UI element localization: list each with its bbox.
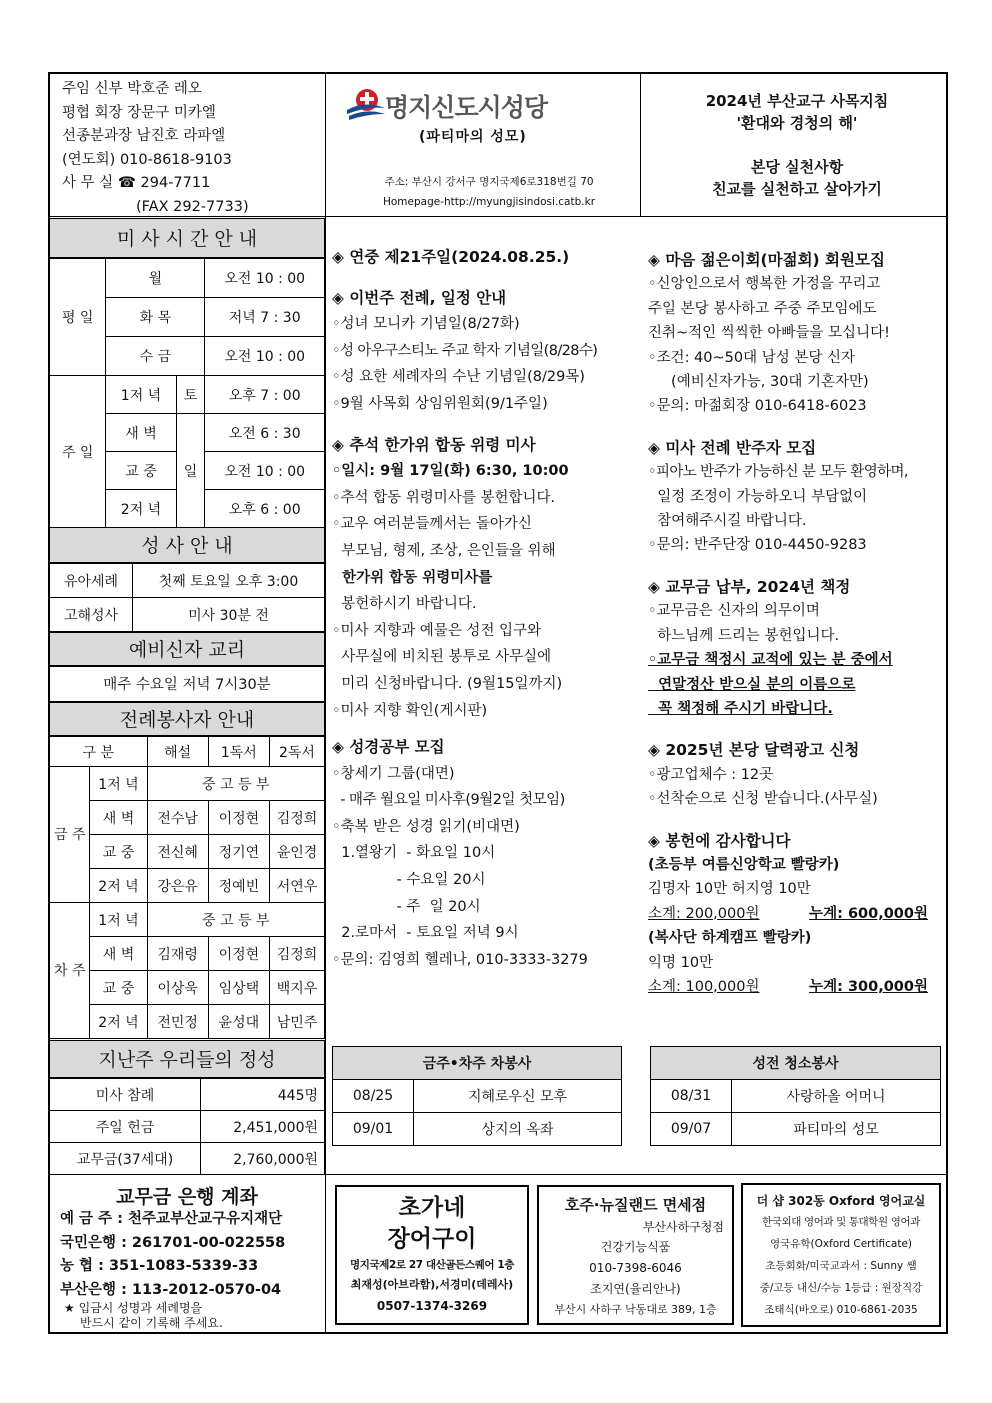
- offering-label: 주일 헌금: [50, 1111, 201, 1143]
- subtotal: 소계: 100,000원: [648, 978, 760, 995]
- memorial-item: ◦일시: 9월 17일(화) 6:30, 10:00: [332, 463, 569, 480]
- bank-title: 교무금 은행 계좌: [116, 1186, 258, 1208]
- ad-phone: 조태식(바오로) 010-6861-2035: [764, 1304, 918, 1316]
- notice-item: 참여해주시길 바랍니다.: [648, 513, 807, 530]
- spacer: [648, 558, 943, 575]
- sacraments-title: 성 사 안 내: [49, 527, 325, 563]
- memorial-item: ◦추석 합동 위령미사를 봉헌합니다.: [332, 489, 556, 506]
- memorial-item: 봉헌하시기 바랍니다.: [332, 596, 477, 613]
- yeondo-line: (연도회) 010-8618-9103: [62, 151, 232, 168]
- donation-subtitle: (초등부 여름신앙학교 빨랑카): [648, 856, 840, 873]
- sacrament-label: 고해성사: [50, 598, 133, 632]
- memorial-item: 사무실에 비치된 봉투로 사무실에: [332, 649, 552, 666]
- church-subtitle: (파티마의 성모): [419, 129, 527, 145]
- memorial-item: 한가위 합동 위령미사를: [332, 569, 493, 586]
- bank-line: 예 금 주 : 천주교부산교구유지재단: [60, 1211, 283, 1227]
- bible-item: - 매주 월요일 미사후(9월2일 첫모임): [332, 792, 565, 809]
- server-name: 전민정: [147, 1005, 208, 1039]
- bank-note-line: 반드시 같이 기록해 주세요.: [80, 1316, 223, 1330]
- bank-line: 부산은행 : 113-2012-0570-04: [60, 1281, 282, 1298]
- spacer: [332, 724, 642, 734]
- schedule-item: ◦성 아우구스티노 주교 학자 기념일(8/28수): [332, 342, 598, 359]
- car-service-table: [332, 1046, 622, 1146]
- server-name: 이정현: [208, 801, 269, 835]
- server-name: 임상택: [208, 971, 269, 1005]
- right-column: [648, 248, 943, 999]
- bible-item: ◦축복 받은 성경 읽기(비대면): [332, 818, 520, 835]
- church-logo-icon: [345, 84, 387, 124]
- servers-col-header: 구 분: [50, 737, 148, 767]
- homepage-link[interactable]: Homepage-http://myungjisindosi.catb.kr: [382, 196, 596, 208]
- server-name: 전신혜: [147, 835, 208, 869]
- server-name: 윤인경: [269, 835, 324, 869]
- mass-day: 수 금: [106, 337, 205, 376]
- server-mass: 새 벽: [90, 937, 147, 971]
- spacer: [332, 271, 642, 285]
- church-address: [346, 172, 632, 212]
- section-heading: ◈ 미사 전례 반주자 모집: [648, 438, 817, 457]
- bank-accounts: [60, 1208, 285, 1302]
- motto-line: '환대와 경청의 해': [736, 114, 858, 132]
- subtotal: 소계: 200,000원: [648, 905, 760, 922]
- ad-title: 초가네: [398, 1195, 466, 1221]
- notice-item: ◦조건: 40~50대 남성 본당 신자: [648, 349, 855, 366]
- notice-item: 진취~적인 씩씩한 아빠들을 모십니다!: [648, 325, 890, 342]
- ad-line: 건강기능식품: [600, 1240, 671, 1254]
- church-name: 명지신도시성당: [385, 93, 548, 122]
- spacer: [332, 418, 642, 432]
- offering-value: 445명: [201, 1079, 325, 1111]
- spacer: [648, 419, 943, 436]
- section-heading: ◈ 봉헌에 감사합니다: [648, 831, 791, 850]
- weekday-label: 평 일: [50, 259, 106, 376]
- sun-label: 일: [176, 414, 205, 528]
- server-name: 이상욱: [147, 971, 208, 1005]
- notice-item: 하느님께 드리는 봉헌입니다.: [648, 627, 840, 644]
- ad-title: 호주·뉴질랜드 면세점: [564, 1196, 707, 1214]
- mass-times-title: 미 사 시 간 안 내: [49, 218, 325, 258]
- ad-phone: 010-7398-6046: [589, 1261, 682, 1275]
- notice-item: ◦문의: 반주단장 010-4450-9283: [648, 537, 867, 554]
- ad-line: 영국유학(Oxford Certificate): [769, 1238, 913, 1250]
- council-line: 평협 회장 장문구 미카엘: [62, 104, 216, 121]
- section-heading: ◈ 2025년 본당 달력광고 신청: [648, 741, 860, 760]
- header-divider-left: [325, 72, 326, 217]
- memorial-item: ◦교우 여러분들께서는 돌아가신: [332, 516, 532, 533]
- pastoral-motto: [652, 90, 942, 200]
- servers-table: [49, 736, 325, 1039]
- pastor-line: 주임 신부 박호준 레오: [62, 81, 202, 97]
- notice-item: 꼭 책정해 주시기 바랍니다.: [648, 700, 833, 717]
- memorial-item: 부모님, 형제, 조상, 은인들을 위해: [332, 542, 556, 559]
- bank-line: 국민은행 : 261701-00-022558: [60, 1234, 286, 1251]
- donation-totals: [648, 902, 928, 926]
- catechumen-title: 예비신자 교리: [49, 632, 325, 666]
- section-heading: ◈ 성경공부 모집: [332, 738, 445, 757]
- bank-note: [64, 1301, 223, 1331]
- server-name: 윤성대: [208, 1005, 269, 1039]
- sacrament-value: 첫째 토요일 오후 3:00: [133, 564, 325, 598]
- offering-value: 2,451,000원: [201, 1111, 325, 1143]
- memorial-item: 미리 신청바랍니다. (9월15일까지): [332, 675, 563, 692]
- motto-line: 본당 실천사항: [750, 158, 844, 176]
- funeral-line: 선종분과장 남진호 라파엘: [62, 128, 226, 144]
- server-name: 김정희: [269, 801, 324, 835]
- sacraments-table: [49, 563, 325, 632]
- bible-item: - 수요일 20시: [332, 872, 486, 889]
- service-group: 상지의 옥좌: [414, 1113, 622, 1146]
- notice-item: ◦선착순으로 신청 받습니다.(사무실): [648, 791, 878, 808]
- mass-time: 오전 10 : 00: [205, 337, 325, 376]
- header-divider-right: [640, 72, 641, 217]
- mass-time: 오후 6 : 00: [205, 490, 325, 528]
- server-name: 김재령: [147, 937, 208, 971]
- schedule-item: ◦9월 사목회 상임위원회(9/1주일): [332, 395, 548, 412]
- mass-time: 오후 7 : 00: [205, 376, 325, 414]
- server-mass: 2저 녁: [90, 1005, 147, 1039]
- service-group: 지혜로우신 모후: [414, 1080, 622, 1113]
- notice-item: ◦교무금 책정시 교적에 있는 분 중에서: [648, 652, 893, 669]
- bible-item: ◦문의: 김영희 헬레나, 010-3333-3279: [332, 951, 588, 968]
- server-name: 이정현: [208, 937, 269, 971]
- youth-label: 중 고 등 부: [147, 903, 324, 937]
- ad-english-class: [741, 1183, 941, 1327]
- server-name: 김정희: [269, 937, 324, 971]
- mass-name: 2저 녁: [106, 490, 176, 528]
- server-name: 강은유: [147, 869, 208, 903]
- offering-value: 2,760,000원: [201, 1143, 325, 1175]
- server-mass: 교 중: [90, 971, 147, 1005]
- mass-day: 월: [106, 259, 205, 298]
- servers-col-header: 해설: [147, 737, 208, 767]
- bottom-divider: [325, 1174, 948, 1175]
- ad-line: 명지국제2로 27 대산골든스퀘어 1층: [349, 1259, 515, 1271]
- bank-line: 농 협 : 351-1083-5339-33: [60, 1258, 259, 1274]
- server-mass: 1저 녁: [90, 767, 147, 801]
- total: 누계: 300,000원: [809, 978, 928, 995]
- section-heading: ◈ 연중 제21주일(2024.08.25.): [332, 248, 570, 266]
- bible-item: 2.로마서 - 토요일 저녁 9시: [332, 925, 519, 942]
- mass-name: 새 벽: [106, 414, 176, 452]
- server-mass: 2저 녁: [90, 869, 147, 903]
- mid-column: [332, 244, 642, 973]
- offering-label: 미사 참례: [50, 1079, 201, 1111]
- motto-line: 친교를 실천하고 살아가기: [712, 180, 882, 198]
- mass-time: 저녁 7 : 30: [205, 298, 325, 337]
- total: 누계: 600,000원: [809, 905, 928, 922]
- motto-line: 2024년 부산교구 사목지침: [705, 92, 889, 110]
- service-group: 파티마의 성모: [732, 1113, 941, 1146]
- ad-line: 최재성(아브라함),서경미(데레사): [350, 1278, 514, 1291]
- mass-time: 오전 6 : 30: [205, 414, 325, 452]
- ad-line: 조지연(율리안나): [590, 1282, 681, 1296]
- server-name: 전수남: [147, 801, 208, 835]
- ad-line: 초등회화/미국교과서 : Sunny 쌤: [765, 1260, 917, 1272]
- this-week-label: 금 주: [50, 767, 90, 903]
- server-name: 백지우: [269, 971, 324, 1005]
- contact-info: [62, 78, 249, 219]
- service-date: 08/31: [651, 1080, 732, 1113]
- office-line: 사 무 실 ☎ 294-7711: [62, 175, 211, 191]
- offering-label: 교무금(37세대): [50, 1143, 201, 1175]
- offering-title: 지난주 우리들의 정성: [49, 1040, 325, 1078]
- spacer: [648, 721, 943, 738]
- motto-spacer: [652, 134, 942, 156]
- cleaning-title: 성전 청소봉사: [651, 1047, 941, 1080]
- youth-label: 중 고 등 부: [147, 767, 324, 801]
- service-date: 09/01: [333, 1113, 414, 1146]
- notice-item: (예비신자가능, 30대 기혼자만): [648, 374, 869, 391]
- donation-line: 김명자 10만 허지영 10만: [648, 881, 811, 898]
- left-column-divider: [325, 216, 326, 1334]
- bible-item: 1.열왕기 - 화요일 10시: [332, 845, 496, 862]
- saturday-label: 토: [176, 376, 205, 414]
- memorial-item: ◦미사 지향과 예물은 성전 입구와: [332, 622, 542, 639]
- ad-title: 더 샵 302동 Oxford 영어교실: [756, 1194, 926, 1208]
- servers-col-header: 1독서: [208, 737, 269, 767]
- cleaning-table: [650, 1046, 941, 1146]
- server-name: 서연우: [269, 869, 324, 903]
- service-date: 09/07: [651, 1113, 732, 1146]
- fax-line: (FAX 292-7733): [136, 198, 249, 215]
- notice-item: ◦피아노 반주가 가능하신 분 모두 환영하며,: [648, 464, 908, 481]
- next-week-label: 차 주: [50, 903, 90, 1039]
- bible-item: - 주 일 20시: [332, 898, 481, 915]
- bible-item: ◦창세기 그룹(대면): [332, 765, 455, 782]
- car-service-title: 금주•차주 차봉사: [333, 1047, 622, 1080]
- mass-time: 오전 10 : 00: [205, 452, 325, 490]
- ad-line: 부산사하구청점: [642, 1220, 724, 1234]
- server-mass: 1저 녁: [90, 903, 147, 937]
- notice-item: ◦교무금은 신자의 의무이며: [648, 603, 820, 620]
- notice-item: 연말정산 받으실 분의 이름으로: [648, 676, 856, 693]
- mass-day: 화 목: [106, 298, 205, 337]
- servers-title: 전례봉사자 안내: [49, 702, 325, 736]
- server-name: 남민주: [269, 1005, 324, 1039]
- mass-time: 오전 10 : 00: [205, 259, 325, 298]
- service-group: 사랑하올 어머니: [732, 1080, 941, 1113]
- bank-note-line: ★ 입금시 성명과 세례명을: [64, 1301, 203, 1315]
- server-name: 정기연: [208, 835, 269, 869]
- notice-item: ◦광고업체수 : 12곳: [648, 766, 774, 783]
- section-heading: ◈ 교무금 납부, 2024년 책정: [648, 577, 851, 596]
- mass-name: 교 중: [106, 452, 176, 490]
- server-name: 정예빈: [208, 869, 269, 903]
- notice-item: 주일 본당 봉사하고 주중 주모임에도: [648, 300, 877, 317]
- schedule-item: ◦성녀 모니카 기념일(8/27화): [332, 316, 520, 333]
- memorial-item: ◦미사 지향 확인(게시판): [332, 702, 488, 719]
- sacrament-value: 미사 30분 전: [133, 598, 325, 632]
- donation-subtitle: (복사단 하계캠프 빨랑카): [648, 930, 812, 947]
- server-mass: 교 중: [90, 835, 147, 869]
- service-date: 08/25: [333, 1080, 414, 1113]
- spacer: [648, 812, 943, 829]
- section-heading: ◈ 추석 한가위 합동 위령 미사: [332, 435, 536, 454]
- section-heading: ◈ 이번주 전례, 일정 안내: [332, 288, 507, 307]
- donation-totals: [648, 975, 928, 999]
- section-heading: ◈ 마음 젊은이회(마젊회) 회원모집: [648, 251, 885, 269]
- catechumen-value: 매주 수요일 저녁 7시30분: [49, 666, 325, 702]
- ad-line: 부산시 사하구 낙동대로 389, 1층: [554, 1303, 717, 1316]
- sunday-label: 주 일: [50, 376, 106, 528]
- notice-item: 일정 조정이 가능하오니 부담없이: [648, 488, 868, 505]
- schedule-item: ◦성 요한 세례자의 수난 기념일(8/29목): [332, 369, 585, 386]
- ad-duty-free: [537, 1185, 734, 1325]
- servers-col-header: 2독서: [269, 737, 324, 767]
- mass-times-table: [49, 258, 325, 528]
- ad-phone: 0507-1374-3269: [376, 1299, 488, 1313]
- ad-line: 한국외대 영어과 및 통대학원 영어과: [762, 1216, 920, 1228]
- ad-title: 장어구이: [387, 1226, 477, 1252]
- ad-line: 중/고등 내신/수능 1등급 : 원장직강: [759, 1282, 923, 1294]
- offering-table: [49, 1078, 325, 1175]
- donation-line: 익명 10만: [648, 954, 714, 971]
- server-mass: 새 벽: [90, 801, 147, 835]
- address-text: 주소: 부산시 강서구 명지국제6로318번길 70: [384, 176, 594, 188]
- notice-item: ◦신앙인으로서 행복한 가정을 꾸리고: [648, 276, 881, 293]
- sacrament-label: 유아세례: [50, 564, 133, 598]
- mass-name: 1저 녁: [106, 376, 176, 414]
- notice-item: ◦문의: 마젊회장 010-6418-6023: [648, 398, 867, 415]
- ad-eel-restaurant: [335, 1185, 529, 1325]
